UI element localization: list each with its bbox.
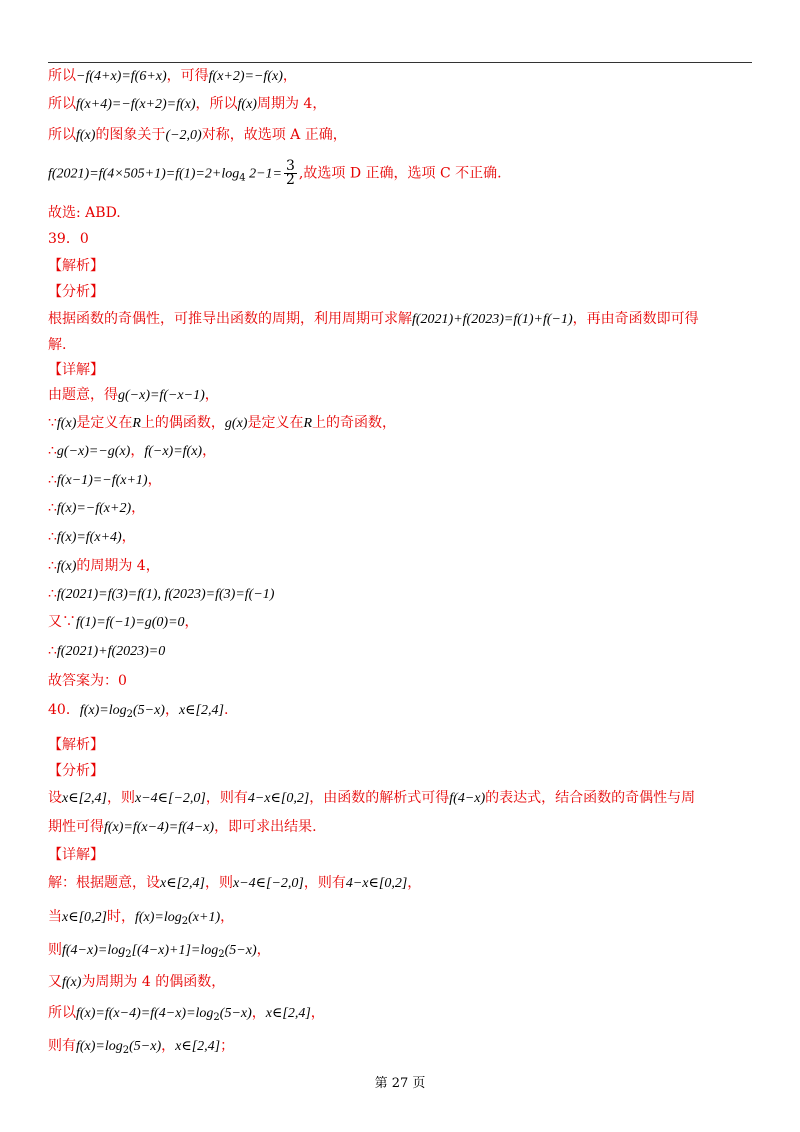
formula: g(−x)=−g(x) xyxy=(56,444,131,459)
formula: −f(4+x)=f(6+x) xyxy=(76,69,167,84)
text: ，可得 xyxy=(166,68,209,84)
formula: f(x) xyxy=(56,416,77,431)
line-22 xyxy=(48,671,127,691)
text: ∴ xyxy=(48,443,57,459)
formula: g(−x)=f(−x−1) xyxy=(118,388,205,403)
formula: f(x)=log xyxy=(76,1039,123,1054)
formula: (5−x) xyxy=(129,1039,162,1054)
text: ， xyxy=(256,942,271,958)
formula: f(1)=f(−1)=g(0)=0 xyxy=(76,615,185,630)
numerator: 3 xyxy=(286,158,295,174)
denominator: 2 xyxy=(286,172,295,188)
text: 解：根据题意，设 xyxy=(48,875,160,891)
text: 所以 xyxy=(48,96,76,112)
text: ∴ xyxy=(48,586,57,602)
formula: (5−x) xyxy=(224,943,257,958)
formula: (5−x) xyxy=(219,1006,252,1021)
formula: (x+1) xyxy=(188,910,221,925)
formula: f(x)=log xyxy=(134,910,182,925)
text: 设 xyxy=(48,790,62,806)
line-16 xyxy=(48,498,145,519)
text: ∵ xyxy=(48,415,57,431)
text: ， xyxy=(202,443,217,459)
line-26 xyxy=(48,788,695,809)
text: 的周期为 4， xyxy=(76,558,160,574)
line-13 xyxy=(48,413,396,434)
line-14 xyxy=(48,441,216,462)
text: 则 xyxy=(48,942,62,958)
text: ，则 xyxy=(106,790,135,806)
text: 是定义在 xyxy=(76,415,133,431)
formula: f(x) xyxy=(76,128,96,143)
line-3 xyxy=(48,125,347,146)
line-15 xyxy=(48,470,162,491)
line-8 xyxy=(48,282,104,302)
text: ，由函数的解析式可得 xyxy=(309,790,450,806)
line-9 xyxy=(48,309,699,330)
text: ， xyxy=(164,702,179,718)
text: 的图象关于 xyxy=(95,127,166,143)
text: 所以 xyxy=(48,1005,76,1021)
formula: R xyxy=(303,416,313,431)
formula: f(x) xyxy=(56,559,77,574)
subscript: 2 xyxy=(122,1045,130,1056)
text: ， xyxy=(310,1005,325,1021)
page-number: 第 27 页 xyxy=(374,1076,426,1091)
formula: f(x−1)=−f(x+1) xyxy=(56,473,148,488)
formula: (5−x) xyxy=(132,703,165,718)
formula: x∈[2,4] xyxy=(175,1039,221,1054)
text: ， xyxy=(407,875,422,891)
text: 当 xyxy=(48,909,62,925)
text: 对称，故选项 A 正确， xyxy=(201,127,347,143)
text: 所以 xyxy=(48,127,76,143)
line-6 xyxy=(48,229,89,249)
line-19 xyxy=(48,584,274,605)
text: 40． xyxy=(48,702,80,718)
formula: x∈[2,4] xyxy=(62,791,107,806)
text: ∴ xyxy=(48,643,57,659)
formula: x∈[0,2] xyxy=(62,910,107,925)
formula: f(2021)+f(2023)=f(1)+f(−1) xyxy=(412,312,573,327)
formula: 4−x∈[0,2] xyxy=(247,791,310,806)
text: ， xyxy=(282,68,297,84)
text: ， xyxy=(147,472,162,488)
text: ∴ xyxy=(48,558,57,574)
subscript: 2 xyxy=(213,1012,220,1023)
line-12 xyxy=(48,385,219,406)
line-34 xyxy=(48,1036,234,1061)
formula: x∈[2,4] xyxy=(265,1006,311,1021)
subscript: 2 xyxy=(126,709,133,720)
formula: f(4−x)=log xyxy=(62,943,126,958)
line-28 xyxy=(48,845,104,865)
line-2 xyxy=(48,94,326,115)
section-label: 【分析】 xyxy=(48,284,104,300)
text: 所以 xyxy=(48,68,76,84)
text: . xyxy=(223,702,229,718)
section-label: 【详解】 xyxy=(48,847,104,863)
text: 的表达式，结合函数的奇偶性与周 xyxy=(485,790,696,806)
text: ， xyxy=(121,529,136,545)
line-31 xyxy=(48,940,271,965)
text: 期性可得 xyxy=(48,819,104,835)
text: 又 xyxy=(48,974,62,990)
text: 又∵ xyxy=(48,614,76,630)
text: 周期为 4， xyxy=(256,96,327,112)
text: 时， xyxy=(106,909,135,925)
line-29 xyxy=(48,873,421,894)
formula: f(−x)=f(x) xyxy=(144,444,203,459)
text: 上的偶函数， xyxy=(140,415,225,431)
line-7 xyxy=(48,256,104,276)
line-21 xyxy=(48,641,165,662)
line-33 xyxy=(48,1003,325,1028)
line-27 xyxy=(48,817,317,838)
line-24 xyxy=(48,735,104,755)
text: 是定义在 xyxy=(247,415,304,431)
line-30 xyxy=(48,907,234,932)
text: 则有 xyxy=(48,1038,76,1054)
text: ∴ xyxy=(48,529,57,545)
formula: f(x)=f(x−4)=f(4−x)=log xyxy=(76,1006,214,1021)
formula: [(4−x)+1]=log xyxy=(131,943,219,958)
text: ，所以 xyxy=(195,96,238,112)
subscript: 2 xyxy=(125,949,132,960)
formula: f(x+2)=−f(x) xyxy=(208,69,283,84)
text: ， xyxy=(131,500,146,516)
formula: f(2021)=f(4×505+1)=f(1)=2+log xyxy=(48,166,240,182)
formula: 4−x∈[0,2] xyxy=(345,876,408,891)
line-5 xyxy=(48,203,121,223)
line-1 xyxy=(48,66,297,87)
text: ，再由奇函数即可得 xyxy=(572,311,699,327)
text: ； xyxy=(220,1038,235,1054)
section-label: 【解析】 xyxy=(48,737,104,753)
text: ，则 xyxy=(204,875,233,891)
text: ，则有 xyxy=(205,790,248,806)
text: ，即可求出结果. xyxy=(214,819,317,835)
formula: x∈[2,4] xyxy=(160,876,205,891)
formula: f(4−x) xyxy=(449,791,486,806)
text: ,故选项 D 正确，选项 C 不正确. xyxy=(298,165,502,182)
formula: g(x) xyxy=(224,416,248,431)
text: 解. xyxy=(48,337,67,353)
line-17 xyxy=(48,527,136,548)
text: ∴ xyxy=(48,472,57,488)
formula: f(2021)+f(2023)=0 xyxy=(56,644,166,659)
formula: f(2021)=f(3)=f(1), f(2023)=f(3)=f(−1) xyxy=(56,587,275,602)
line-32 xyxy=(48,972,225,993)
formula: f(x)=log xyxy=(79,703,127,718)
formula: R xyxy=(132,416,141,431)
formula: f(x) xyxy=(62,975,82,990)
subscript: 2 xyxy=(218,949,225,960)
formula: x−4∈[−2,0] xyxy=(232,876,304,891)
text: 故选: ABD. xyxy=(48,205,121,221)
subscript: 4 xyxy=(239,172,246,184)
text: ， xyxy=(184,614,199,630)
section-label: 【解析】 xyxy=(48,258,104,274)
formula: 2−1= xyxy=(245,166,282,182)
line-11 xyxy=(48,360,104,380)
text: 根据函数的奇偶性，可推导出函数的周期，利用周期可求解 xyxy=(48,311,412,327)
line-18 xyxy=(48,556,160,577)
answer-39: 39．0 xyxy=(48,231,89,247)
formula: (−2,0) xyxy=(165,128,202,143)
section-label: 【分析】 xyxy=(48,763,104,779)
subscript: 2 xyxy=(181,916,189,927)
text: 故答案为：0 xyxy=(48,673,127,689)
formula: f(x+4)=−f(x+2)=f(x) xyxy=(76,97,196,112)
line-10 xyxy=(48,335,66,355)
text: ∴ xyxy=(48,500,57,516)
line-23 xyxy=(48,700,228,725)
formula: f(x)=−f(x+2) xyxy=(56,501,132,516)
text: ，则有 xyxy=(303,875,346,891)
formula: x∈[2,4] xyxy=(178,703,224,718)
text: ， xyxy=(130,443,145,459)
fraction xyxy=(284,160,297,187)
formula: f(x)=f(x−4)=f(4−x) xyxy=(104,820,215,835)
text: 由题意，得 xyxy=(48,387,118,403)
text: ， xyxy=(220,909,235,925)
text: ， xyxy=(161,1038,176,1054)
formula: f(x) xyxy=(237,97,257,112)
line-4 xyxy=(48,160,502,189)
formula: x−4∈[−2,0] xyxy=(134,791,206,806)
line-25 xyxy=(48,761,104,781)
section-label: 【详解】 xyxy=(48,362,104,378)
text: ， xyxy=(204,387,219,403)
line-20 xyxy=(48,612,199,633)
text: 上的奇函数， xyxy=(312,415,397,431)
header-rule xyxy=(48,62,752,63)
formula: f(x)=f(x+4) xyxy=(56,530,122,545)
text: ， xyxy=(251,1005,266,1021)
text: 为周期为 4 的偶函数， xyxy=(81,974,226,990)
